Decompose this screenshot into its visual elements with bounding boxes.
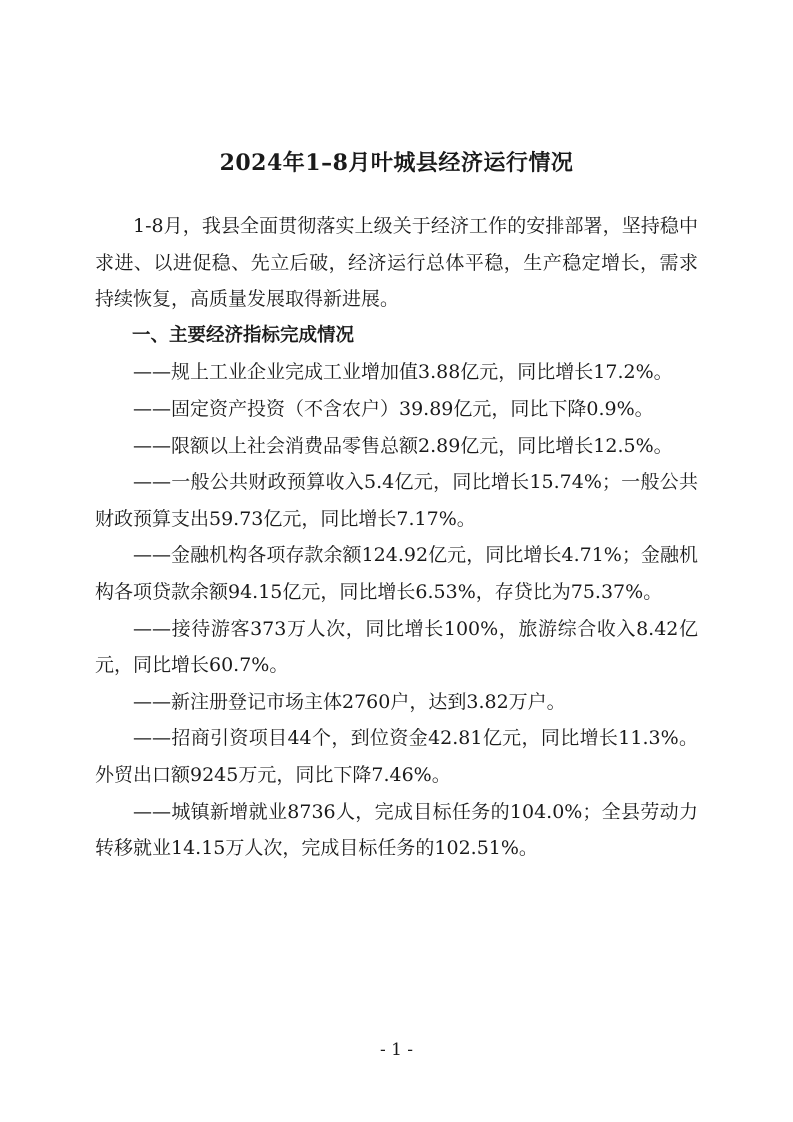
indicator-financial-deposits-loans: ——金融机构各项存款余额124.92亿元，同比增长4.71%；金融机构各项贷款余额94.15亿元，同比增长6.53%，存贷比为75.37%。 — [95, 544, 698, 603]
indicator-industrial-value: ——规上工业企业完成工业增加值3.88亿元，同比增长17.2%。 — [133, 361, 673, 384]
indicator-market-entities: ——新注册登记市场主体2760户，达到3.82万户。 — [133, 690, 566, 713]
indicator-tourism: ——接待游客373万人次，同比增长100%，旅游综合收入8.42亿元，同比增长60.7%。 — [95, 617, 698, 677]
indicator-retail-sales: ——限额以上社会消费品零售总额2.89亿元，同比增长12.5%。 — [133, 434, 673, 457]
indicator-fixed-investment: ——固定资产投资（不含农户）39.89亿元，同比下降0.9%。 — [133, 397, 654, 420]
page-number: - 1 - — [379, 1040, 414, 1060]
document-body — [95, 208, 698, 867]
document-title: 2024年1–8月叶城县经济运行情况 — [219, 150, 574, 176]
indicator-employment: ——城镇新增就业8736人，完成目标任务的104.0%；全县劳动力转移就业14.15万人次，完成目标任务的102.51%。 — [95, 800, 698, 860]
intro-paragraph: 1-8月，我县全面贯彻落实上级关于经济工作的安排部署，坚持稳中求进、以进促稳、先立后破，经济运行总体平稳，生产稳定增长，需求持续恢复，高质量发展取得新进展。 — [95, 215, 698, 311]
indicator-investment-trade: ——招商引资项目44个，到位资金42.81亿元，同比增长11.3%。外贸出口额9245万元，同比下降7.46%。 — [95, 727, 698, 786]
indicator-public-finance: ——一般公共财政预算收入5.4亿元，同比增长15.74%；一般公共财政预算支出59.73亿元，同比增长7.17%。 — [95, 471, 698, 530]
section-heading: 一、主要经济指标完成情况 — [132, 324, 355, 346]
